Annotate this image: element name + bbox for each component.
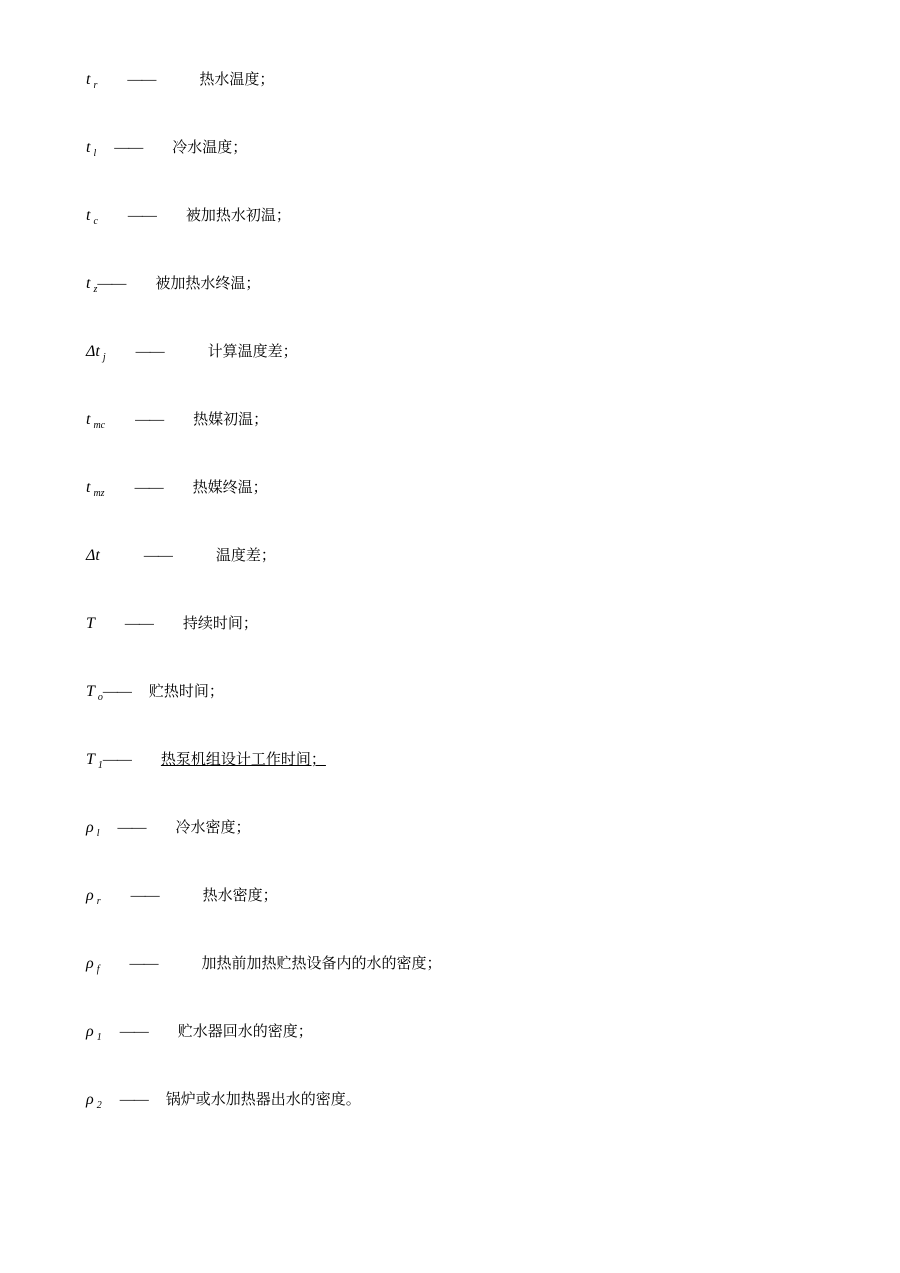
symbol-subscript: mz bbox=[93, 487, 105, 499]
em-dash-separator: —— bbox=[117, 820, 146, 836]
symbol-glyph: t bbox=[86, 139, 91, 156]
symbol-definition-row bbox=[86, 548, 826, 616]
em-dash-separator: —— bbox=[124, 616, 153, 632]
symbol-subscript: l bbox=[96, 827, 100, 839]
symbol-glyph: ρ bbox=[86, 1091, 94, 1108]
symbol-definition-row bbox=[86, 140, 826, 208]
em-dash-separator: —— bbox=[119, 1092, 148, 1108]
symbol-glyph: ρ bbox=[86, 819, 94, 836]
symbol-glyph: ρ bbox=[86, 1023, 94, 1040]
em-dash-separator: —— bbox=[127, 72, 156, 88]
symbol-subscript: o bbox=[97, 691, 103, 703]
symbol-subscript: mc bbox=[93, 419, 106, 431]
symbol-description: 持续时间； bbox=[182, 614, 258, 632]
symbol-definition-row bbox=[86, 344, 826, 412]
symbol-description: 热泵机组设计工作时间； bbox=[160, 750, 326, 768]
symbol-subscript: j bbox=[102, 351, 106, 363]
em-dash-separator: —— bbox=[134, 480, 163, 496]
symbol-glyph: Δt bbox=[86, 343, 100, 360]
em-dash-separator: —— bbox=[97, 276, 126, 292]
symbol-description: 贮水器回水的密度； bbox=[177, 1022, 313, 1040]
symbol-definition-row bbox=[86, 1024, 826, 1092]
symbol-subscript: l bbox=[93, 147, 97, 159]
em-dash-separator: —— bbox=[127, 208, 156, 224]
symbol-description: 被加热水终温； bbox=[155, 274, 261, 292]
em-dash-separator: —— bbox=[114, 140, 143, 156]
symbol-description: 冷水温度； bbox=[172, 138, 248, 156]
em-dash-separator: —— bbox=[130, 888, 159, 904]
symbol-glyph: T bbox=[86, 615, 95, 632]
symbol-definition-row bbox=[86, 956, 826, 1024]
symbol-subscript: 2 bbox=[96, 1099, 102, 1111]
em-dash-separator: —— bbox=[135, 412, 164, 428]
symbol-subscript: c bbox=[93, 215, 98, 227]
symbol-description: 锅炉或水加热器出水的密度。 bbox=[165, 1090, 361, 1108]
symbol-description: 冷水密度； bbox=[175, 818, 251, 836]
symbol-definition-row bbox=[86, 752, 826, 820]
em-dash-separator: —— bbox=[102, 684, 131, 700]
symbol-subscript: z bbox=[93, 283, 98, 295]
symbol-glyph: ρ bbox=[86, 887, 94, 904]
symbol-definition-row bbox=[86, 684, 826, 752]
symbol-description: 热水温度； bbox=[199, 70, 275, 88]
symbol-glyph: t bbox=[86, 411, 91, 428]
symbol-definition-row bbox=[86, 480, 826, 548]
symbol-glyph: Δt bbox=[86, 547, 100, 564]
symbol-description: 热媒初温； bbox=[193, 410, 269, 428]
symbol-definition-row bbox=[86, 276, 826, 344]
symbol-subscript: 1 bbox=[97, 759, 103, 771]
symbol-subscript: r bbox=[93, 79, 98, 91]
symbol-glyph: t bbox=[86, 275, 91, 292]
symbol-description: 温度差； bbox=[215, 546, 276, 564]
symbol-definition-row bbox=[86, 412, 826, 480]
em-dash-separator: —— bbox=[129, 956, 158, 972]
symbol-definition-row bbox=[86, 888, 826, 956]
symbol-glyph: T bbox=[86, 751, 95, 768]
symbol-definition-list bbox=[86, 72, 826, 1160]
symbol-description: 热水密度； bbox=[202, 886, 278, 904]
symbol-subscript: 1 bbox=[96, 1031, 102, 1043]
symbol-description: 热媒终温； bbox=[192, 478, 268, 496]
em-dash-separator: —— bbox=[143, 548, 172, 564]
em-dash-separator: —— bbox=[135, 344, 164, 360]
symbol-glyph: T bbox=[86, 683, 95, 700]
symbol-glyph: ρ bbox=[86, 955, 94, 972]
symbol-subscript: f bbox=[96, 963, 100, 975]
symbol-description: 被加热水初温； bbox=[185, 206, 291, 224]
symbol-subscript: r bbox=[96, 895, 101, 907]
symbol-definition-row bbox=[86, 820, 826, 888]
symbol-glyph: t bbox=[86, 71, 91, 88]
symbol-description: 计算温度差； bbox=[207, 342, 298, 360]
symbol-description: 加热前加热贮热设备内的水的密度； bbox=[201, 954, 442, 972]
symbol-glyph: t bbox=[86, 207, 91, 224]
em-dash-separator: —— bbox=[119, 1024, 148, 1040]
symbol-definition-row bbox=[86, 72, 826, 140]
symbol-definition-row bbox=[86, 208, 826, 276]
symbol-glyph: t bbox=[86, 479, 91, 496]
symbol-definition-row bbox=[86, 1092, 826, 1160]
symbol-description: 贮热时间； bbox=[148, 682, 224, 700]
em-dash-separator: —— bbox=[102, 752, 131, 768]
symbol-definition-row bbox=[86, 616, 826, 684]
